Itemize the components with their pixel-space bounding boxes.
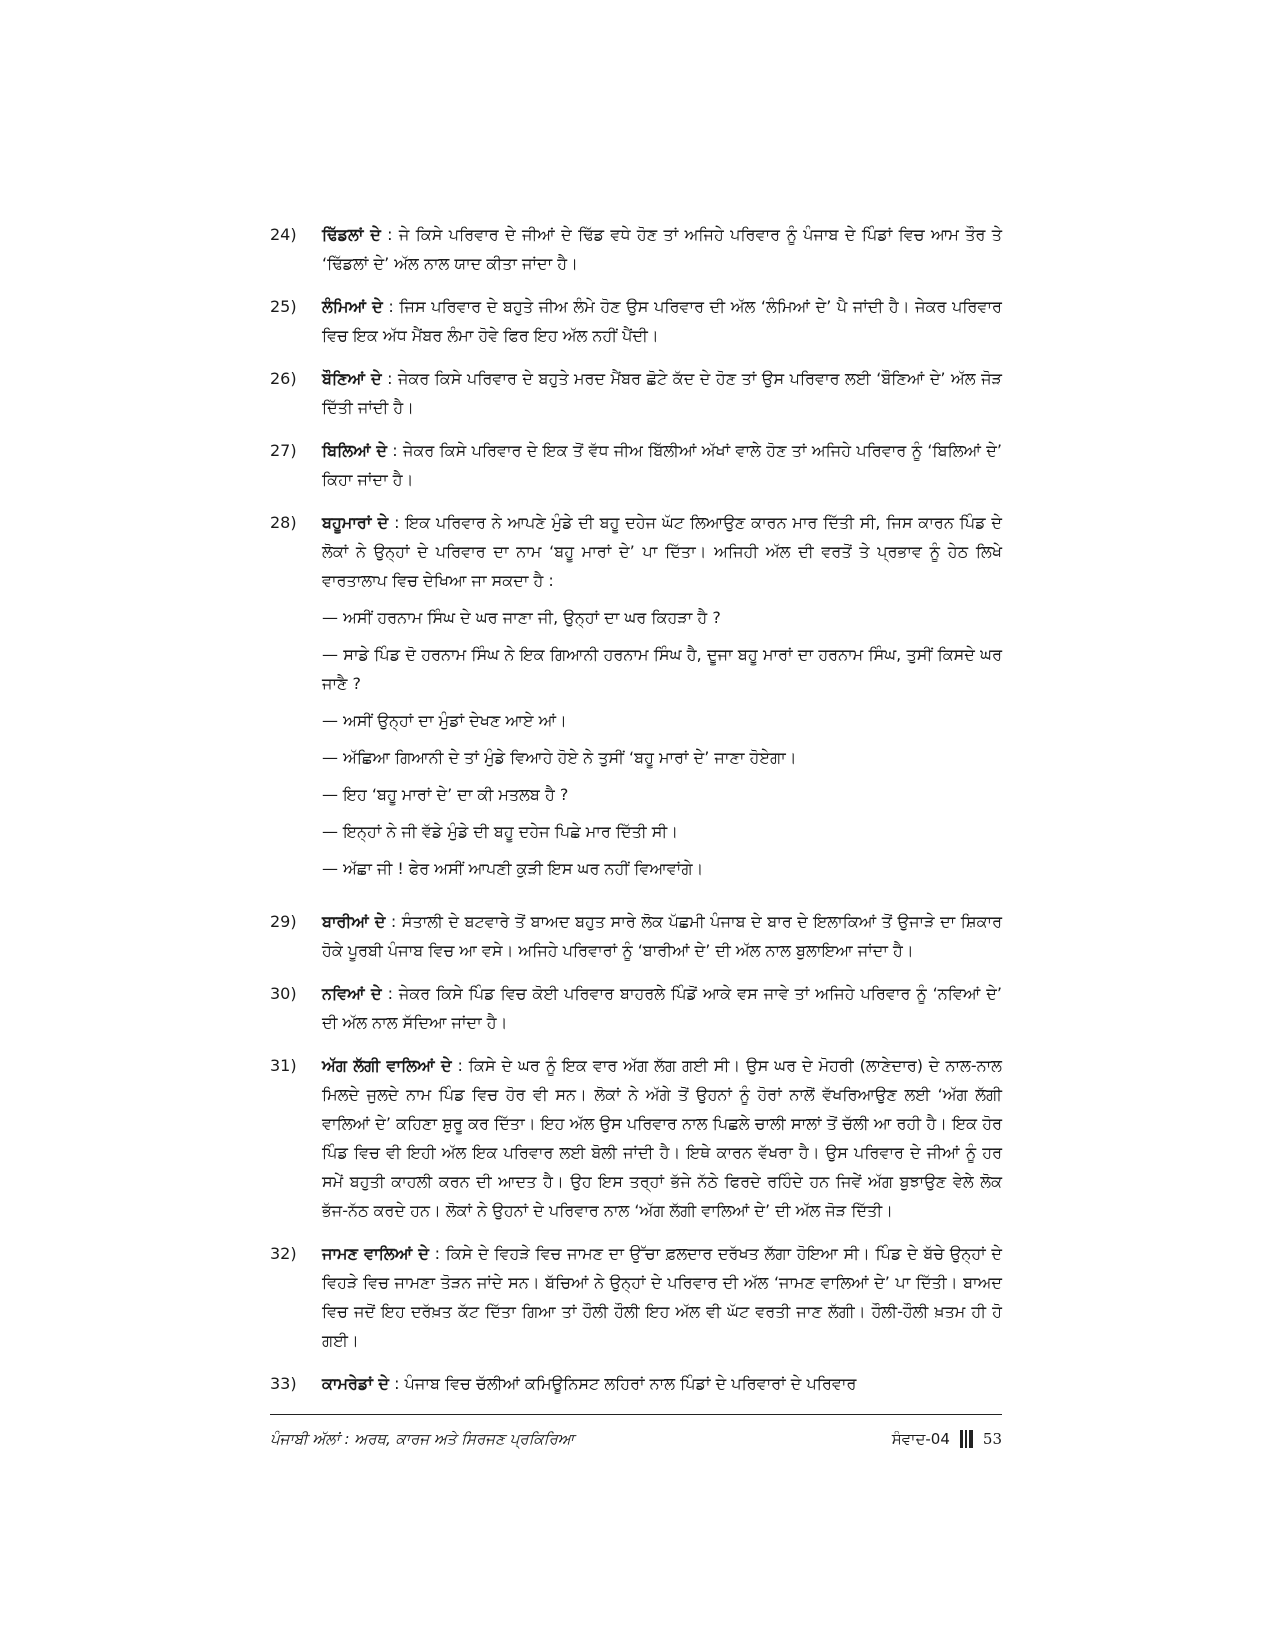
page-footer (270, 1424, 1002, 1454)
entry-body (322, 292, 1002, 350)
entry-text: : ਜੇ ਕਿਸੇ ਪਰਿਵਾਰ ਦੇ ਜੀਆਂ ਦੇ ਢਿੱਡ ਵਧੇ ਹੋਣ ਤਾਂ ਅਜਿਹੇ ਪਰਿਵਾਰ ਨੂੰ ਪੰਜਾਬ ਦੇ ਪਿੰਡਾਂ ਵਿਚ ਆਮ ਤੌਰ ਤੇ ‘ਢਿੱਡਲਾਂ ਦੇ’ ਅੱਲ ਨਾਲ ਯਾਦ ਕੀਤਾ ਜਾਂਦਾ ਹੈ। (322, 225, 1003, 273)
entry-number: 33) (270, 1374, 297, 1393)
dialogue-block (322, 603, 1002, 883)
entry-term: ਬਹੂਮਾਰਾਂ ਦੇ (322, 513, 389, 532)
entry-32 (270, 1239, 1002, 1355)
entries-list (270, 220, 1002, 1412)
entry-number: 25) (270, 297, 297, 316)
entry-text: : ਜੇਕਰ ਕਿਸੇ ਪਰਿਵਾਰ ਦੇ ਬਹੁਤੇ ਮਰਦ ਮੈਂਬਰ ਛੋਟੇ ਕੱਦ ਦੇ ਹੋਣ ਤਾਂ ਉਸ ਪਰਿਵਾਰ ਲਈ ‘ਬੌਣਿਆਂ ਦੇ’ ਅੱਲ ਜੋੜ ਦਿੱਤੀ ਜਾਂਦੀ ਹੈ। (322, 369, 1002, 417)
entry-33 (270, 1369, 1002, 1398)
entry-number: 24) (270, 225, 297, 244)
dialogue-line: — ਅਸੀਂ ਉਨ੍ਹਾਂ ਦਾ ਮੁੰਡਾਂ ਦੇਖਣ ਆਏ ਆਂ। (322, 711, 567, 730)
page-number: 53 (982, 1430, 1002, 1448)
entry-29 (270, 907, 1002, 965)
entry-body (322, 1369, 1002, 1398)
entry-body (322, 1051, 1002, 1225)
entry-term: ਬਿਲਿਆਂ ਦੇ (322, 441, 387, 460)
running-title: ਪੰਜਾਬੀ ਅੱਲਾਂ : ਅਰਥ, ਕਾਰਜ ਅਤੇ ਸਿਰਜਣ ਪ੍ਰਕਿਰਿਆ (270, 1430, 575, 1448)
entry-body (322, 979, 1002, 1037)
entry-term: ਜਾਮਣ ਵਾਲਿਆਂ ਦੇ (322, 1244, 429, 1263)
entry-term: ਬੌਣਿਆਂ ਦੇ (322, 369, 382, 388)
entry-term: ਢਿੱਡਲਾਂ ਦੇ (322, 225, 381, 244)
entry-term: ਨਵਿਆਂ ਦੇ (322, 984, 382, 1003)
dialogue-line: — ਇਨ੍ਹਾਂ ਨੇ ਜੀ ਵੱਡੇ ਮੁੰਡੇ ਦੀ ਬਹੂ ਦਹੇਜ ਪਿਛੇ ਮਾਰ ਦਿੱਤੀ ਸੀ। (322, 822, 679, 841)
entry-28 (270, 508, 1002, 893)
dialogue-line: — ਅੱਛਿਆ ਗਿਆਨੀ ਦੇ ਤਾਂ ਮੁੰਡੇ ਵਿਆਹੇ ਹੋਏ ਨੇ ਤੁਸੀਂ ‘ਬਹੂ ਮਾਰਾਂ ਦੇ’ ਜਾਣਾ ਹੋਏਗਾ। (322, 748, 797, 767)
entry-27 (270, 436, 1002, 494)
entry-number: 26) (270, 369, 297, 388)
entry-text: : ਜਿਸ ਪਰਿਵਾਰ ਦੇ ਬਹੁਤੇ ਜੀਅ ਲੰਮੇ ਹੋਣ ਉਸ ਪਰਿਵਾਰ ਦੀ ਅੱਲ ‘ਲੰਮਿਆਂ ਦੇ’ ਪੈ ਜਾਂਦੀ ਹੈ। ਜੇਕਰ ਪਰਿਵਾਰ ਵਿਚ ਇਕ ਅੱਧ ਮੈਂਬਰ ਲੰਮਾ ਹੋਵੇ ਫਿਰ ਇਹ ਅੱਲ ਨਹੀਂ ਪੈਂਦੀ। (322, 297, 1002, 345)
entry-30 (270, 979, 1002, 1037)
journal-name: ਸੰਵਾਦ-04 (891, 1430, 950, 1448)
entry-24 (270, 220, 1002, 278)
entry-number: 28) (270, 513, 297, 532)
entry-body (322, 220, 1002, 278)
entry-text: : ਕਿਸੇ ਦੇ ਘਰ ਨੂੰ ਇਕ ਵਾਰ ਅੱਗ ਲੱਗ ਗਈ ਸੀ। ਉਸ ਘਰ ਦੇ ਮੋਹਰੀ (ਲਾਣੇਦਾਰ) ਦੇ ਨਾਲ-ਨਾਲ ਮਿਲਦੇ ਜੁਲਦੇ ਨਾਮ ਪਿੰਡ ਵਿਚ ਹੋਰ ਵੀ ਸਨ। ਲੋਕਾਂ ਨੇ ਅੱਗੇ ਤੋਂ ਉਹਨਾਂ ਨੂੰ ਹੋਰਾਂ ਨਾਲੋਂ ਵੱਖਰਿਆਉਣ ਲਈ ‘ਅੱਗ ਲੱਗੀ ਵਾਲਿਆਂ ਦੇ’ ਕਹਿਣਾ ਸ਼ੁਰੂ ਕਰ ਦਿੱਤਾ। ਇਹ ਅੱਲ ਉਸ ਪਰਿਵਾਰ ਨਾਲ ਪਿਛਲੇ ਚਾਲੀ ਸਾਲਾਂ ਤੋਂ ਚੱਲੀ ਆ ਰਹੀ ਹੈ। ਇਕ ਹੋਰ ਪਿੰਡ ਵਿਚ ਵੀ ਇਹੀ ਅੱਲ ਇਕ ਪਰਿਵਾਰ ਲਈ ਬੋਲੀ ਜਾਂਦੀ ਹੈ। ਇਥੇ ਕਾਰਨ ਵੱਖਰਾ ਹੈ। ਉਸ ਪਰਿਵਾਰ ਦੇ ਜੀਆਂ ਨੂੰ ਹਰ ਸਮੇਂ ਬਹੁਤੀ ਕਾਹਲੀ ਕਰਨ ਦੀ ਆਦਤ ਹੈ। ਉਹ ਇਸ ਤਰ੍ਹਾਂ ਭੱਜੇ ਨੱਠੇ ਫਿਰਦੇ ਰਹਿੰਦੇ ਹਨ ਜਿਵੇਂ ਅੱਗ ਬੁਝਾਉਣ ਵੇਲੇ ਲੋਕ ਭੱਜ-ਨੱਠ ਕਰਦੇ ਹਨ। ਲੋਕਾਂ ਨੇ ਉਹਨਾਂ ਦੇ ਪਰਿਵਾਰ ਨਾਲ ‘ਅੱਗ ਲੱਗੀ ਵਾਲਿਆਂ ਦੇ’ ਦੀ ਅੱਲ ਜੋੜ ਦਿੱਤੀ। (322, 1056, 1003, 1220)
entry-25 (270, 292, 1002, 350)
entry-text: : ਜੇਕਰ ਕਿਸੇ ਪਿੰਡ ਵਿਚ ਕੋਈ ਪਰਿਵਾਰ ਬਾਹਰਲੇ ਪਿੰਡੋਂ ਆਕੇ ਵਸ ਜਾਵੇ ਤਾਂ ਅਜਿਹੇ ਪਰਿਵਾਰ ਨੂੰ ‘ਨਵਿਆਂ ਦੇ’ ਦੀ ਅੱਲ ਨਾਲ ਸੱਦਿਆ ਜਾਂਦਾ ਹੈ। (322, 984, 1002, 1032)
entry-term: ਅੱਗ ਲੱਗੀ ਵਾਲਿਆਂ ਦੇ (322, 1056, 452, 1075)
entry-text: : ਸੰਤਾਲੀ ਦੇ ਬਟਵਾਰੇ ਤੋਂ ਬਾਅਦ ਬਹੁਤ ਸਾਰੇ ਲੋਕ ਪੱਛਮੀ ਪੰਜਾਬ ਦੇ ਬਾਰ ਦੇ ਇਲਾਕਿਆਂ ਤੋਂ ਉਜਾੜੇ ਦਾ ਸ਼ਿਕਾਰ ਹੋਕੇ ਪੂਰਬੀ ਪੰਜਾਬ ਵਿਚ ਆ ਵਸੇ। ਅਜਿਹੇ ਪਰਿਵਾਰਾਂ ਨੂੰ ‘ਬਾਰੀਆਂ ਦੇ’ ਦੀ ਅੱਲ ਨਾਲ ਬੁਲਾਇਆ ਜਾਂਦਾ ਹੈ। (322, 912, 1002, 960)
entry-text: : ਜੇਕਰ ਕਿਸੇ ਪਰਿਵਾਰ ਦੇ ਇਕ ਤੋਂ ਵੱਧ ਜੀਅ ਬਿੱਲੀਆਂ ਅੱਖਾਂ ਵਾਲੇ ਹੋਣ ਤਾਂ ਅਜਿਹੇ ਪਰਿਵਾਰ ਨੂੰ ‘ਬਿਲਿਆਂ ਦੇ’ ਕਿਹਾ ਜਾਂਦਾ ਹੈ। (322, 441, 1002, 489)
entry-body (322, 364, 1002, 422)
entry-term: ਲੰਮਿਆਂ ਦੇ (322, 297, 383, 316)
entry-31 (270, 1051, 1002, 1225)
barcode-icon (960, 1430, 973, 1448)
entry-term: ਬਾਰੀਆਂ ਦੇ (322, 912, 386, 931)
footer-right (892, 1430, 1002, 1448)
entry-body (322, 508, 1002, 893)
entry-number: 31) (270, 1056, 297, 1075)
dialogue-line: — ਅੱਛਾ ਜੀ ! ਫੇਰ ਅਸੀਂ ਆਪਣੀ ਕੁੜੀ ਇਸ ਘਰ ਨਹੀਂ ਵਿਆਵਾਂਗੇ। (322, 859, 704, 878)
entry-body (322, 907, 1002, 965)
footer-divider (270, 1414, 1002, 1415)
dialogue-line: — ਸਾਡੇ ਪਿੰਡ ਦੋ ਹਰਨਾਮ ਸਿੰਘ ਨੇ ਇਕ ਗਿਆਨੀ ਹਰਨਾਮ ਸਿੰਘ ਹੈ, ਦੂਜਾ ਬਹੂ ਮਾਰਾਂ ਦਾ ਹਰਨਾਮ ਸਿੰਘ, ਤੁਸੀਂ ਕਿਸਦੇ ਘਰ ਜਾਣੈ ? (322, 645, 1002, 693)
entry-term: ਕਾਮਰੇਡਾਂ ਦੇ (322, 1374, 390, 1393)
entry-26 (270, 364, 1002, 422)
entry-number: 30) (270, 984, 297, 1003)
entry-number: 27) (270, 441, 297, 460)
entry-text: : ਕਿਸੇ ਦੇ ਵਿਹੜੇ ਵਿਚ ਜਾਮਣ ਦਾ ਉੱਚਾ ਫ਼ਲਦਾਰ ਦਰੱਖਤ ਲੱਗਾ ਹੋਇਆ ਸੀ। ਪਿੰਡ ਦੇ ਬੱਚੇ ਉਨ੍ਹਾਂ ਦੇ ਵਿਹੜੇ ਵਿਚ ਜਾਮਣਾ ਤੋੜਨ ਜਾਂਦੇ ਸਨ। ਬੱਚਿਆਂ ਨੇ ਉਨ੍ਹਾਂ ਦੇ ਪਰਿਵਾਰ ਦੀ ਅੱਲ ‘ਜਾਮਣ ਵਾਲਿਆਂ ਦੇ’ ਪਾ ਦਿੱਤੀ। ਬਾਅਦ ਵਿਚ ਜਦੋਂ ਇਹ ਦਰੱਖ਼ਤ ਕੱਟ ਦਿੱਤਾ ਗਿਆ ਤਾਂ ਹੌਲੀ ਹੌਲੀ ਇਹ ਅੱਲ ਵੀ ਘੱਟ ਵਰਤੀ ਜਾਣ ਲੱਗੀ। ਹੌਲੀ-ਹੌਲੀ ਖ਼ਤਮ ਹੀ ਹੋ ਗਈ। (322, 1244, 1002, 1350)
entry-number: 29) (270, 912, 297, 931)
entry-number: 32) (270, 1244, 297, 1263)
entry-body (322, 1239, 1002, 1355)
dialogue-line: — ਇਹ ‘ਬਹੂ ਮਾਰਾਂ ਦੇ’ ਦਾ ਕੀ ਮਤਲਬ ਹੈ ? (322, 785, 569, 804)
entry-text: : ਪੰਜਾਬ ਵਿਚ ਚੱਲੀਆਂ ਕਮਿਊਨਿਸਟ ਲਹਿਰਾਂ ਨਾਲ ਪਿੰਡਾਂ ਦੇ ਪਰਿਵਾਰਾਂ ਦੇ ਪਰਿਵਾਰ (389, 1374, 857, 1393)
entry-body (322, 436, 1002, 494)
entry-text: : ਇਕ ਪਰਿਵਾਰ ਨੇ ਆਪਣੇ ਮੁੰਡੇ ਦੀ ਬਹੂ ਦਹੇਜ ਘੱਟ ਲਿਆਉਣ ਕਾਰਨ ਮਾਰ ਦਿੱਤੀ ਸੀ, ਜਿਸ ਕਾਰਨ ਪਿੰਡ ਦੇ ਲੋਕਾਂ ਨੇ ਉਨ੍ਹਾਂ ਦੇ ਪਰਿਵਾਰ ਦਾ ਨਾਮ ‘ਬਹੂ ਮਾਰਾਂ ਦੇ’ ਪਾ ਦਿੱਤਾ। ਅਜਿਹੀ ਅੱਲ ਦੀ ਵਰਤੋਂ ਤੇ ਪ੍ਰਭਾਵ ਨੂੰ ਹੇਠ ਲਿਖੇ ਵਾਰਤਾਲਾਪ ਵਿਚ ਦੇਖਿਆ ਜਾ ਸਕਦਾ ਹੈ : (322, 513, 1002, 590)
dialogue-line: — ਅਸੀਂ ਹਰਨਾਮ ਸਿੰਘ ਦੇ ਘਰ ਜਾਣਾ ਜੀ, ਉਨ੍ਹਾਂ ਦਾ ਘਰ ਕਿਹੜਾ ਹੈ ? (322, 608, 721, 627)
